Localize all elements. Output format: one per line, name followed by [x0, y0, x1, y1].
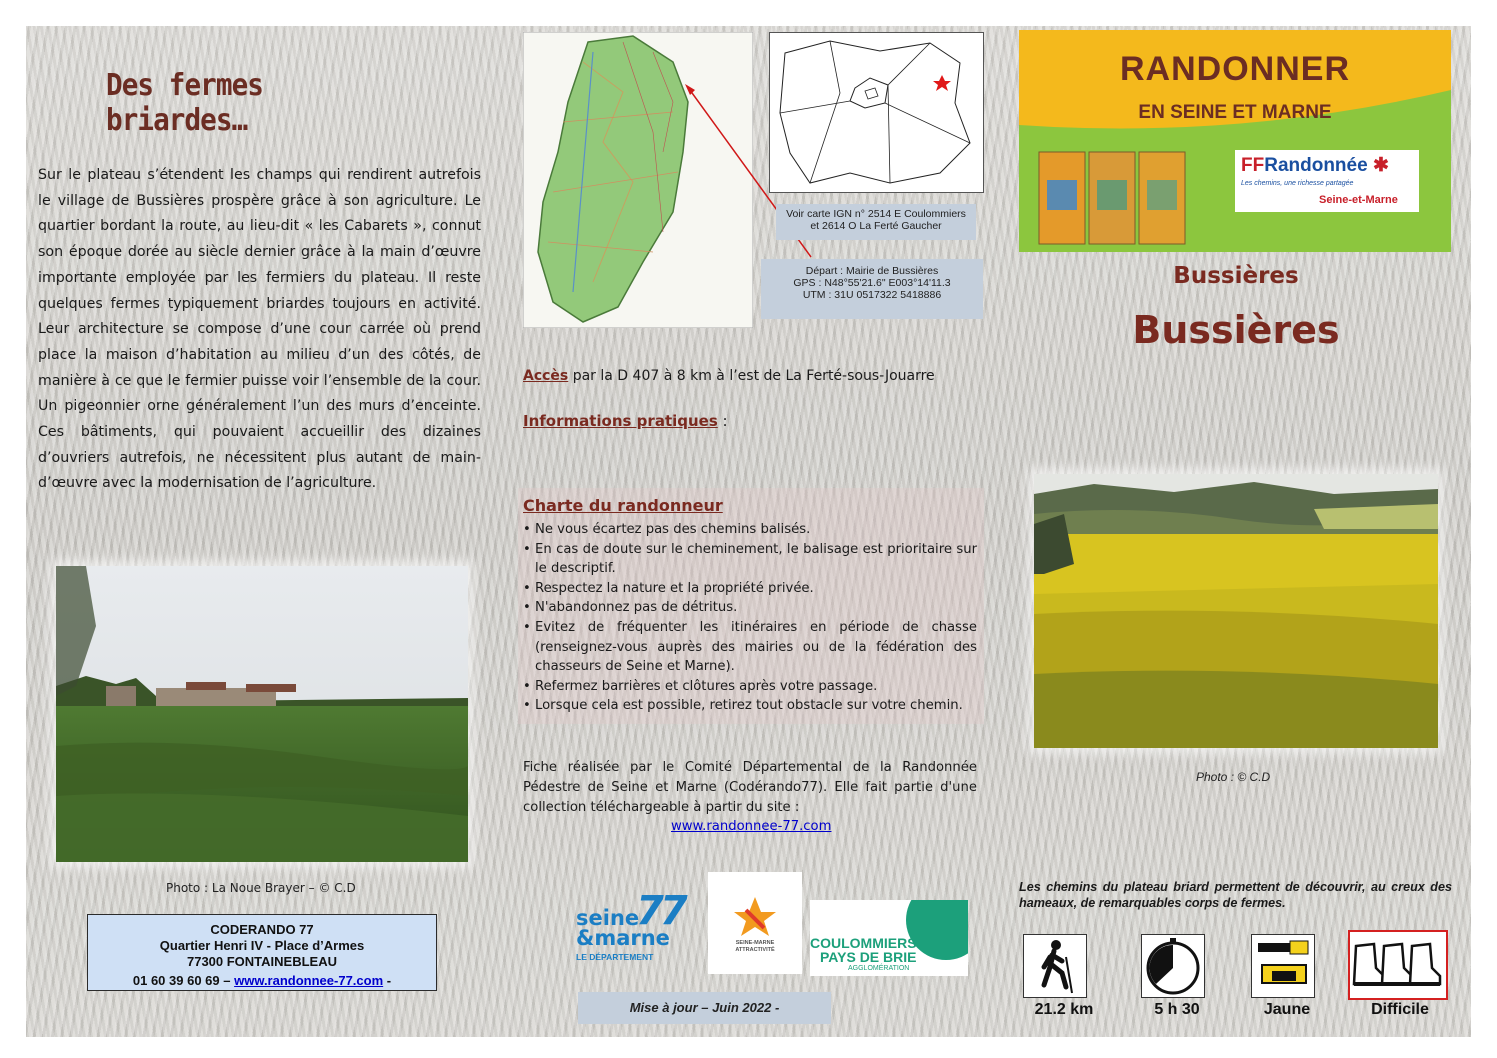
website-link[interactable]: www.randonnee-77.com: [671, 819, 832, 834]
attractivite-text: SEINE-MARNE ATTRACTIVITÉ: [735, 940, 775, 953]
ffr-name: Randonnée: [1264, 155, 1368, 176]
banner-subtitle: EN SEINE ET MARNE: [1138, 102, 1332, 123]
practical-info-line: [523, 412, 728, 430]
history-paragraph: Sur le plateau s’étendent les champs qui rendirent autrefois le village de Bussières prospère grâce à son agriculture. Le quartier bordant la route, au lieu-dit « les Cabarets », connut son époque dorée au siècle dernier grâce à la main d’œuvre importante employée par les fermiers du plateau. Il reste quelques fermes typiquement briardes toujours en activité. Leur architecture se compose d’une cour carrée où prend place la maison d’habitation au milieu d’un des côtés, de manière à ce que le fermier puisse voir l’ensemble de la cour. Un pigeonnier orne généralement l’un des murs d’enceinte. Ces bâtiments, qui pouvaient accueillir des dizaines d’ouvriers autrefois, ne nécessitent plus autant de main-d’œuvre avec la modernisation de l’agriculture.: [38, 167, 481, 492]
gps-coordinates: GPS : N48°55'21.6" E003°14'11.3: [793, 277, 951, 289]
section-title: Des fermes briardes…: [106, 68, 263, 138]
brochure-page: [26, 26, 1471, 1037]
access-label: Accès: [523, 368, 569, 384]
practical-info-suffix: :: [717, 412, 728, 430]
ign-line-2: et 2614 O La Ferté Gaucher: [810, 220, 942, 232]
logo-seine-number: 77: [636, 888, 684, 934]
contact-city: 77300 FONTAINEBLEAU: [186, 954, 337, 969]
contact-phone-row: [88, 973, 436, 989]
contact-website-link[interactable]: www.randonnee-77.com: [234, 973, 384, 988]
logo-seine-subtitle: LE DÉPARTEMENT: [576, 952, 654, 962]
practical-info-label: Informations pratiques: [523, 412, 718, 430]
logo-seine-line1: seine: [576, 906, 640, 930]
list-item: • Ne vous écartez pas des chemins balisés.: [523, 520, 977, 540]
boots-icon: [1348, 930, 1448, 1000]
seine-et-marne-logo: [574, 888, 689, 968]
access-text: par la D 407 à 8 km à l’est de La Ferté-sous-Jouarre: [568, 368, 935, 384]
list-item: • Evitez de fréquenter les itinéraires en période de chasse (renseignez-vous auprès des mairies ou de la fédération des chasseurs de Seine et Marne).: [523, 618, 977, 677]
coulommiers-line3: AGGLOMÉRATION: [848, 965, 910, 972]
coulommiers-text: [810, 936, 930, 973]
ffr-tagline: Les chemins, une richesse partagée: [1241, 180, 1354, 187]
clock-icon: [1141, 934, 1205, 998]
farm-photo: [56, 566, 468, 862]
photo-caption-right: Photo : © C.D: [1196, 770, 1271, 784]
access-line: [523, 368, 993, 384]
ffr-prefix: FF: [1241, 155, 1265, 176]
list-item: • Refermez barrières et clôtures après votre passage.: [523, 677, 977, 697]
rapeseed-photo: [1034, 474, 1438, 748]
town-name-small: Bussières: [1173, 263, 1299, 289]
photo-caption: Photo : La Noue Brayer – © C.D: [166, 881, 356, 895]
distance-value: 21.2 km: [1034, 1001, 1094, 1018]
ign-line-1: Voir carte IGN n° 2514 E Coulommiers: [786, 208, 966, 220]
banner-title: RANDONNER: [1120, 50, 1350, 88]
start-location: Départ : Mairie de Bussières: [805, 265, 939, 277]
duration-value: 5 h 30: [1154, 1001, 1200, 1018]
coulommiers-line1: COULOMMIERS: [810, 935, 917, 951]
logo-seine-line2: &marne: [576, 926, 670, 950]
update-date: Mise à jour – Juin 2022 -: [578, 992, 831, 1024]
list-item: • En cas de doute sur le cheminement, le balisage est prioritaire sur le descriptif.: [523, 540, 977, 579]
list-item: • N'abandonnez pas de détritus.: [523, 598, 977, 618]
list-item: • Respectez la nature et la propriété privée.: [523, 579, 977, 599]
contact-name: CODERANDO 77: [210, 922, 314, 937]
coulommiers-line2: PAYS DE BRIE: [820, 949, 917, 965]
coulommiers-logo: [810, 900, 968, 976]
contact-address: Quartier Henri IV - Place d’Armes: [159, 938, 365, 953]
utm-coordinates: UTM : 31U 0517322 5418886: [802, 289, 942, 301]
difficulty-value: Difficile: [1371, 1001, 1429, 1018]
contact-suffix: -: [386, 973, 392, 988]
attractivite-logo: [708, 872, 802, 974]
ffr-region: Seine-et-Marne: [1319, 194, 1398, 206]
marking-value: Jaune: [1263, 1001, 1311, 1018]
contact-phone: 01 60 39 60 69 –: [132, 973, 231, 988]
start-info: [761, 259, 983, 319]
hiker-logo-icon: ✱: [1372, 155, 1389, 176]
route-description: Les chemins du plateau briard permettent de découvrir, au creux des hameaux, de remarquables corps de fermes.: [1019, 880, 1452, 910]
hiking-banner: [1019, 30, 1451, 252]
list-item: • Lorsque cela est possible, retirez tout obstacle sur votre chemin.: [523, 696, 977, 716]
region-map: [769, 32, 984, 193]
town-name-title: Bussières: [1132, 308, 1340, 352]
hiker-icon: [1023, 934, 1087, 998]
charter-list: [523, 520, 977, 716]
contact-box: [87, 914, 437, 991]
ign-map-info: [776, 204, 976, 240]
credits-text: Fiche réalisée par le Comité Départemental de la Randonnée Pédestre de Seine et Marne (Codérando77). Elle fait partie d'une collection téléchargeable à partir du site :: [523, 760, 977, 815]
charter-title: Charte du randonneur: [523, 496, 723, 515]
ffr-logo: [1241, 154, 1389, 177]
paint-marker-icon: [1251, 934, 1315, 998]
